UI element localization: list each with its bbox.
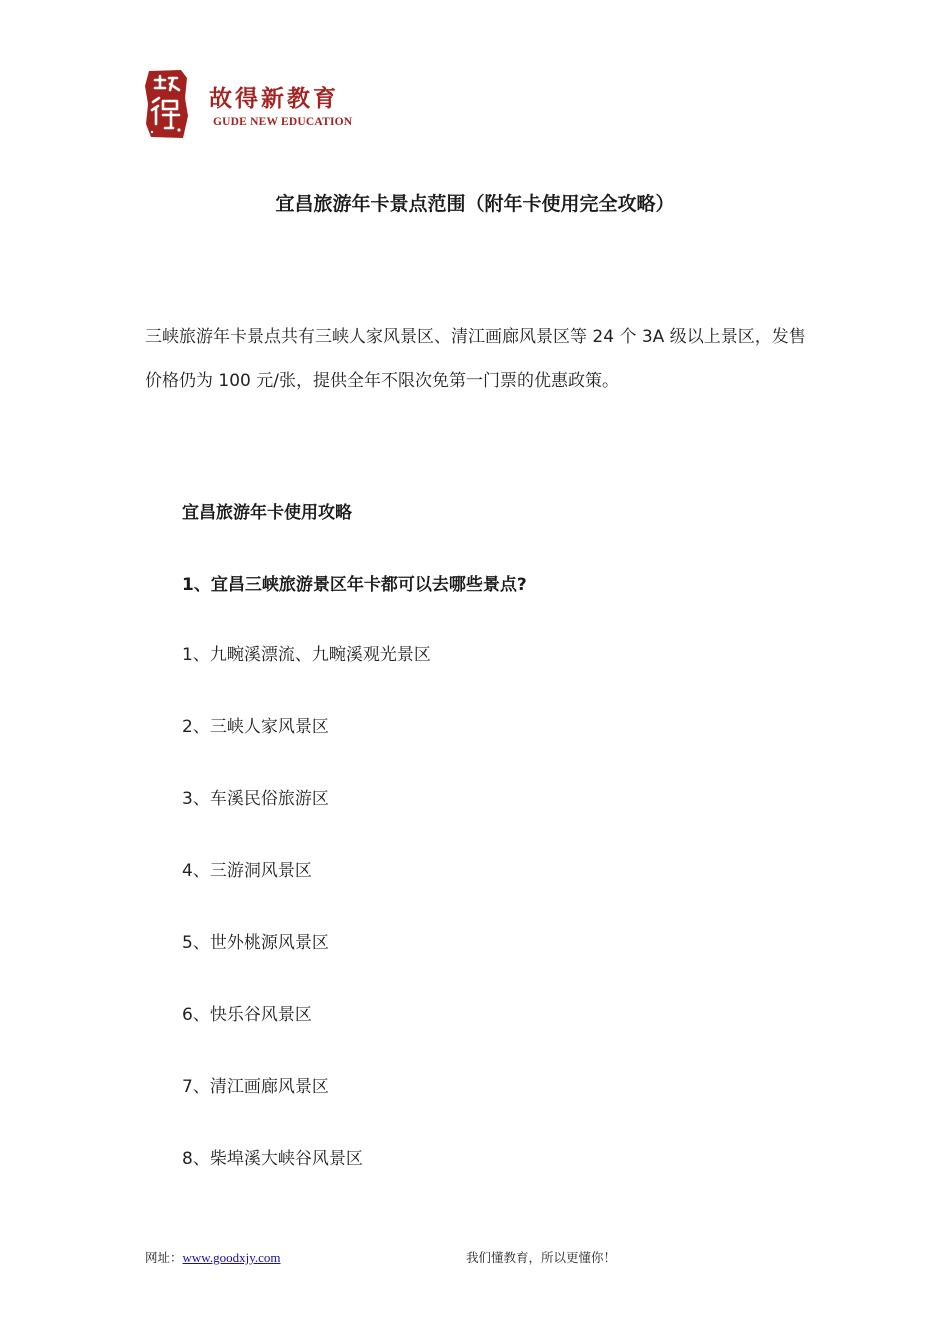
intro-paragraph: 三峡旅游年卡景点共有三峡人家风景区、清江画廊风景区等 24 个 3A 级以上景区，发售价格仍为 100 元/张，提供全年不限次免第一门票的优惠政策。 — [145, 327, 806, 391]
seal-logo-icon — [143, 68, 189, 140]
footer-slogan: 我们懂教育，所以更懂你！ — [466, 1250, 617, 1265]
list-item: 1、九畹溪漂流、九畹溪观光景区 — [182, 645, 431, 665]
list-item: 4、三游洞风景区 — [182, 861, 312, 881]
website-link[interactable]: www.goodxjy.com — [182, 1250, 281, 1265]
brand-logo — [143, 68, 383, 142]
list-item: 2、三峡人家风景区 — [182, 717, 329, 737]
section-title: 宜昌旅游年卡使用攻略 — [182, 503, 352, 523]
list-item: 5、世外桃源风景区 — [182, 933, 329, 953]
brand-name-en: GUDE NEW EDUCATION — [213, 116, 353, 128]
list-item: 7、清江画廊风景区 — [182, 1077, 329, 1097]
question-heading: 1、宜昌三峡旅游景区年卡都可以去哪些景点? — [182, 575, 527, 595]
brand-name-cn: 故得新教育 — [209, 85, 339, 112]
list-item: 8、柴埠溪大峡谷风景区 — [182, 1149, 363, 1169]
scenic-spot-list — [182, 642, 431, 1218]
list-item: 3、车溪民俗旅游区 — [182, 789, 329, 809]
list-item: 6、快乐谷风景区 — [182, 1005, 312, 1025]
footer-website — [145, 1248, 281, 1266]
footer-url-label: 网址： — [145, 1250, 183, 1265]
document-title: 宜昌旅游年卡景点范围（附年卡使用完全攻略） — [275, 192, 675, 215]
